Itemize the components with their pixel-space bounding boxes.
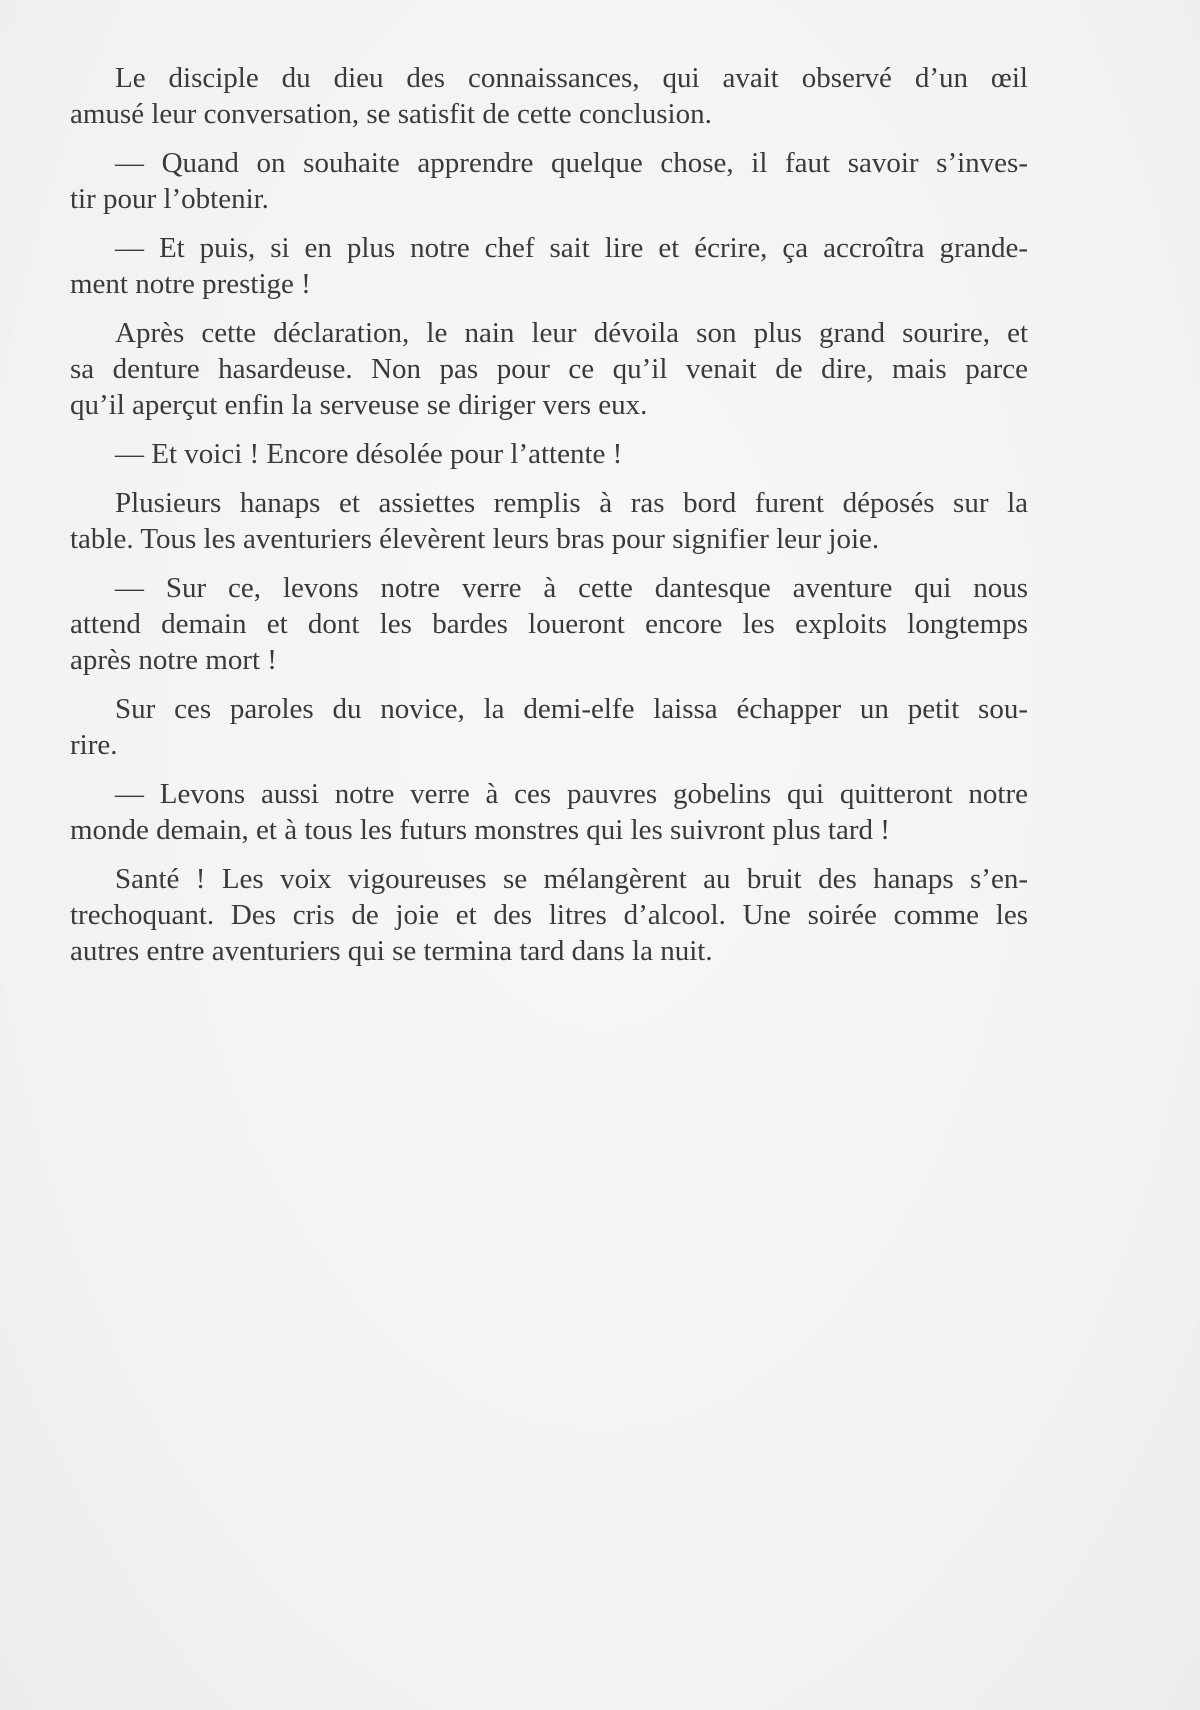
text-line: ment notre prestige !: [70, 268, 311, 300]
text-line: monde demain, et à tous les futurs monstres qui les suivront plus tard !: [70, 814, 890, 846]
text-line: Sur ces paroles du novice, la demi-elfe laissa échapper un petit sou-: [115, 693, 1028, 725]
paragraph: [70, 315, 1028, 423]
text-line: après notre mort !: [70, 644, 277, 676]
text-line: Plusieurs hanaps et assiettes remplis à ras bord furent déposés sur la: [115, 487, 1028, 519]
paragraph: [70, 570, 1028, 678]
paragraph: [70, 60, 1028, 132]
text-line: — Et puis, si en plus notre chef sait lire et écrire, ça accroîtra grande-: [115, 232, 1028, 264]
text-line: — Et voici ! Encore désolée pour l’attente !: [115, 438, 623, 470]
text-line: Le disciple du dieu des connaissances, qui avait observé d’un œil: [115, 62, 1028, 94]
text-line: Santé ! Les voix vigoureuses se mélangèrent au bruit des hanaps s’en-: [115, 863, 1028, 895]
text-line: — Quand on souhaite apprendre quelque chose, il faut savoir s’inves-: [115, 147, 1028, 179]
page-body-text: [70, 60, 1028, 982]
paragraph: [70, 436, 1028, 472]
text-line: autres entre aventuriers qui se termina tard dans la nuit.: [70, 935, 713, 967]
text-line: trechoquant. Des cris de joie et des litres d’alcool. Une soirée comme les: [70, 899, 1028, 931]
text-line: amusé leur conversation, se satisfit de cette conclusion.: [70, 98, 712, 130]
text-line: — Sur ce, levons notre verre à cette dantesque aventure qui nous: [115, 572, 1028, 604]
paragraph: [70, 861, 1028, 969]
text-line: attend demain et dont les bardes loueront encore les exploits longtemps: [70, 608, 1028, 640]
paragraph: [70, 230, 1028, 302]
text-line: Après cette déclaration, le nain leur dévoila son plus grand sourire, et: [115, 317, 1028, 349]
paragraph: [70, 145, 1028, 217]
paragraph: [70, 776, 1028, 848]
text-line: table. Tous les aventuriers élevèrent leurs bras pour signifier leur joie.: [70, 523, 880, 555]
text-line: rire.: [70, 729, 118, 761]
text-line: qu’il aperçut enfin la serveuse se diriger vers eux.: [70, 389, 648, 421]
text-line: tir pour l’obtenir.: [70, 183, 269, 215]
paragraph: [70, 485, 1028, 557]
text-line: sa denture hasardeuse. Non pas pour ce qu’il venait de dire, mais parce: [70, 353, 1028, 385]
text-line: — Levons aussi notre verre à ces pauvres gobelins qui quitteront notre: [115, 778, 1028, 810]
paragraph: [70, 691, 1028, 763]
